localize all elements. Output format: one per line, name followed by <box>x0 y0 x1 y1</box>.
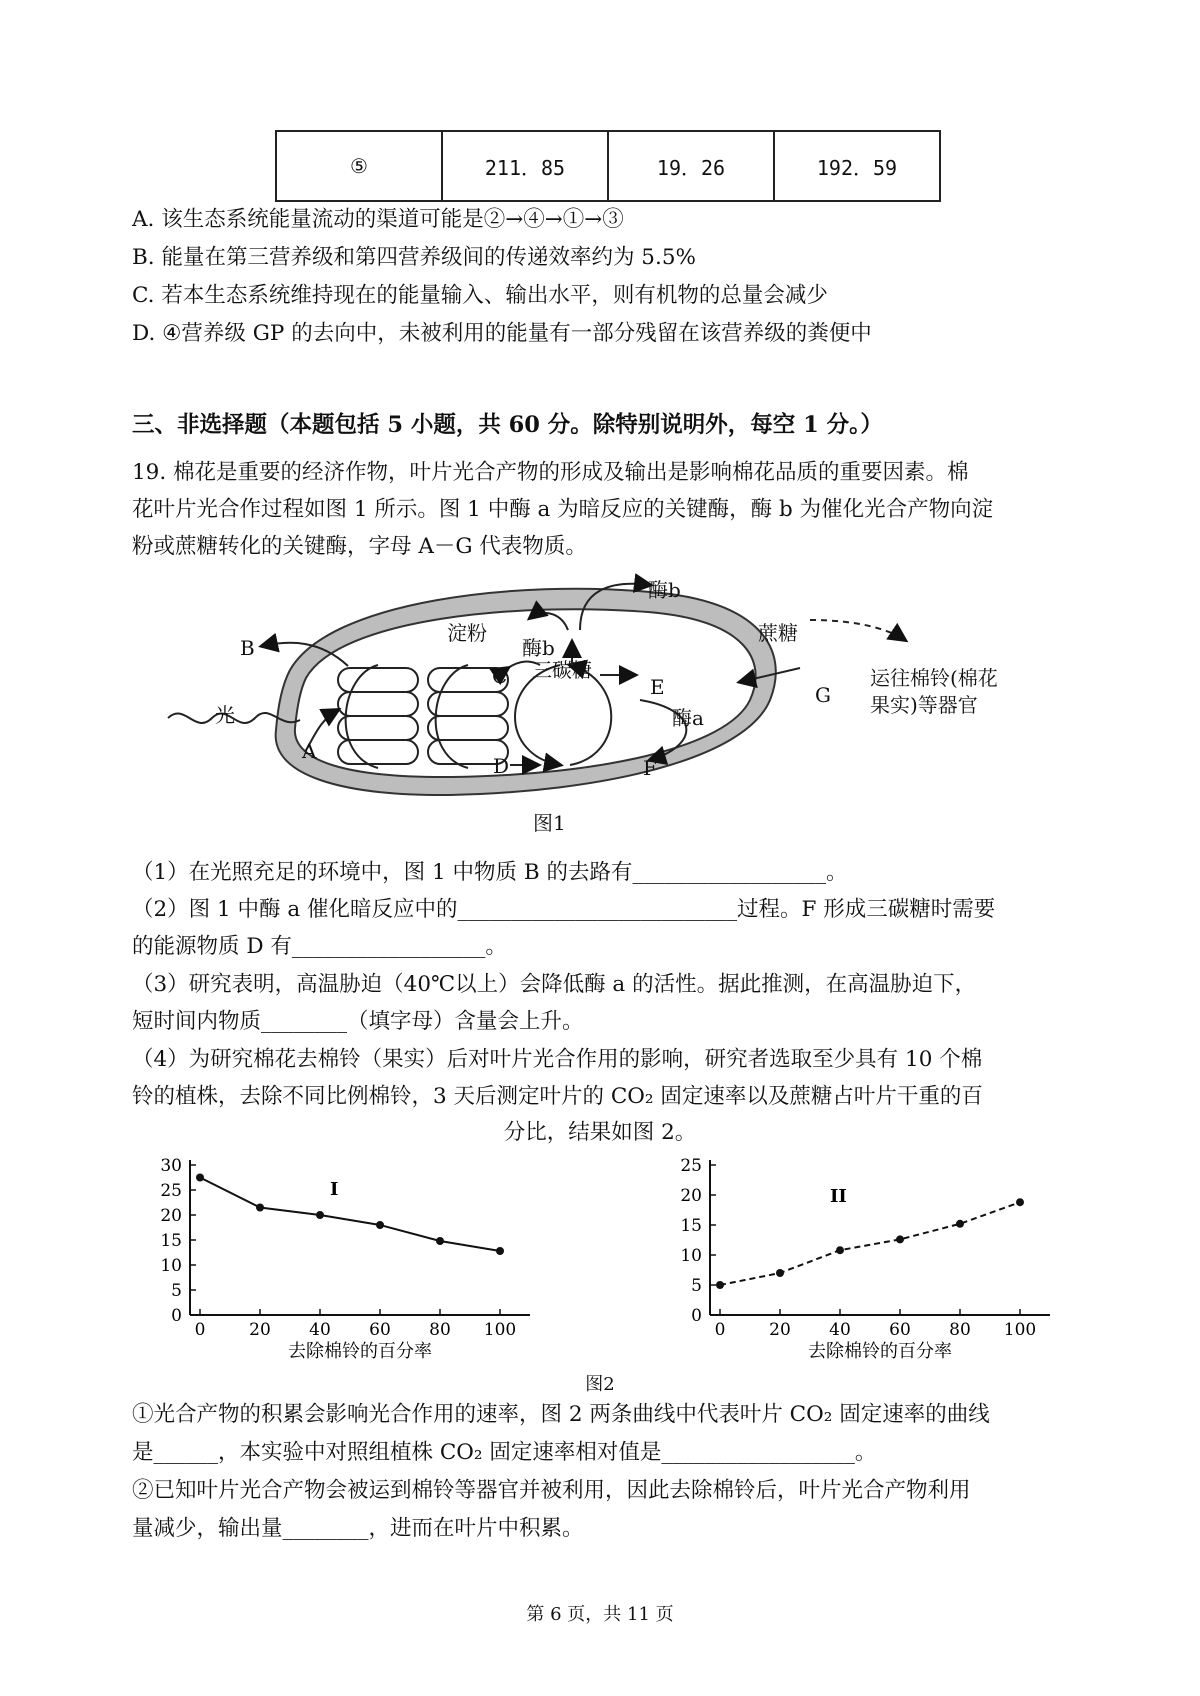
data-point <box>956 1220 964 1228</box>
option-c: C. 若本生态系统维持现在的能量输入、输出水平，则有机物的总量会减少 <box>132 283 828 308</box>
option-d: D. ④营养级 GP 的去向中，未被利用的能量有一部分残留在该营养级的粪便中 <box>132 321 872 346</box>
question-4-end: 分比，结果如图 2。 <box>503 1120 697 1145</box>
y-tick-label: 0 <box>171 1306 182 1326</box>
x-tick-label: 0 <box>194 1320 206 1340</box>
fig1-label-sucrose: 蔗糖 <box>758 621 798 645</box>
y-tick-label: 30 <box>160 1156 182 1176</box>
fig1-label-light: 光 <box>215 703 235 727</box>
option-b: B. 能量在第三营养级和第四营养级间的传递效率约为 5.5% <box>132 245 696 270</box>
x-tick-label: 80 <box>949 1320 971 1340</box>
question-2-cont: 的能源物质 D 有__________________。 <box>132 934 507 959</box>
x-tick-label: 0 <box>714 1320 726 1340</box>
data-point <box>496 1247 504 1255</box>
fig1-label-B: B <box>240 636 255 660</box>
fig1-caption: 图1 <box>533 811 566 835</box>
question-2: （2）图 1 中酶 a 催化暗反应中的__________________________过程。F 形成三碳糖时需要 <box>132 897 996 922</box>
question-4: （4）为研究棉花去棉铃（果实）后对叶片光合作用的影响，研究者选取至少具有 10 个棉 <box>132 1047 983 1072</box>
fig1-label-G: G <box>815 683 831 707</box>
curve-label: II <box>830 1186 847 1207</box>
y-tick-label: 10 <box>160 1256 182 1276</box>
question-1: （1）在光照充足的环境中，图 1 中物质 B 的去路有__________________。 <box>132 860 848 885</box>
chart-curve-II <box>660 1150 1080 1370</box>
fig2-caption: 图2 <box>585 1374 615 1395</box>
x-axis-label: 去除棉铃的百分率 <box>808 1341 952 1362</box>
series-line <box>720 1202 1020 1285</box>
question-3-cont: 短时间内物质________（填字母）含量会上升。 <box>132 1009 584 1034</box>
fig1-label-enzyme-a: 酶a <box>672 706 704 730</box>
y-tick-label: 5 <box>171 1281 182 1301</box>
data-point <box>716 1281 724 1289</box>
x-tick-label: 60 <box>369 1320 391 1340</box>
table-cell-label: ⑤ <box>276 131 442 201</box>
x-tick-label: 100 <box>483 1320 517 1340</box>
table-row <box>276 131 940 201</box>
y-tick-label: 20 <box>160 1206 182 1226</box>
y-tick-label: 15 <box>680 1216 702 1236</box>
sub-question-1-cont: 是______，本实验中对照组植株 CO₂ 固定速率相对值是__________________。 <box>132 1440 877 1465</box>
data-point <box>776 1269 784 1277</box>
figure-1-chloroplast-diagram <box>0 570 1200 850</box>
y-tick-label: 25 <box>160 1181 182 1201</box>
x-tick-label: 100 <box>1003 1320 1037 1340</box>
data-point <box>436 1237 444 1245</box>
y-tick-label: 15 <box>160 1231 182 1251</box>
fig1-label-C: C <box>492 664 508 688</box>
table-cell-2: 19．26 <box>608 131 774 201</box>
fig1-label-enzyme-b-inner: 酶b <box>522 636 555 660</box>
q19-intro-line: 19. 棉花是重要的经济作物，叶片光合产物的形成及输出是影响棉花品质的重要因素。棉 <box>132 460 969 485</box>
question-3: （3）研究表明，高温胁迫（40℃以上）会降低酶 a 的活性。据此推测，在高温胁迫下， <box>132 972 977 997</box>
data-point <box>836 1246 844 1254</box>
data-point <box>316 1211 324 1219</box>
data-point <box>1016 1198 1024 1206</box>
q19-intro-line: 花叶片光合作过程如图 1 所示。图 1 中酶 a 为暗反应的关键酶，酶 b 为催化光合产物向淀 <box>132 497 994 522</box>
page-footer: 第 6 页，共 11 页 <box>526 1604 674 1625</box>
fig1-label-D: D <box>493 754 510 778</box>
fig1-label-starch: 淀粉 <box>447 621 487 645</box>
y-tick-label: 5 <box>691 1276 702 1296</box>
fig1-label-transport-2: 果实)等器官 <box>870 693 978 717</box>
fig1-label-transport-1: 运往棉铃(棉花 <box>870 666 998 690</box>
fig1-label-triose: 三碳糖 <box>532 658 592 682</box>
q19-intro-line: 粉或蔗糖转化的关键酶，字母 A－G 代表物质。 <box>132 534 587 559</box>
series-line <box>200 1178 500 1252</box>
section-heading: 三、非选择题（本题包括 5 小题，共 60 分。除特别说明外，每空 1 分。） <box>132 412 883 438</box>
option-a: A. 该生态系统能量流动的渠道可能是②→④→①→③ <box>132 207 624 232</box>
fig1-label-A: A <box>302 739 317 763</box>
x-tick-label: 40 <box>829 1320 851 1340</box>
table-cell-3: 192．59 <box>774 131 940 201</box>
data-point <box>896 1235 904 1243</box>
table-cell-1: 211．85 <box>442 131 608 201</box>
y-tick-label: 25 <box>680 1156 702 1176</box>
x-axis-label: 去除棉铃的百分率 <box>288 1341 432 1362</box>
sub-question-1: ①光合产物的积累会影响光合作用的速率，图 2 两条曲线中代表叶片 CO₂ 固定速率的曲线 <box>132 1402 990 1427</box>
fig1-label-F: F <box>643 756 657 780</box>
x-tick-label: 20 <box>249 1320 271 1340</box>
data-point <box>196 1174 204 1182</box>
energy-table <box>275 130 941 202</box>
y-tick-label: 20 <box>680 1186 702 1206</box>
chart-curve-I <box>140 1150 560 1370</box>
y-tick-label: 10 <box>680 1246 702 1266</box>
x-tick-label: 60 <box>889 1320 911 1340</box>
x-tick-label: 80 <box>429 1320 451 1340</box>
fig1-label-enzyme-b-top: 酶b <box>648 578 681 602</box>
data-point <box>256 1204 264 1212</box>
fig1-label-E: E <box>650 675 665 699</box>
y-tick-label: 0 <box>691 1306 702 1326</box>
x-tick-label: 40 <box>309 1320 331 1340</box>
sub-question-2: ②已知叶片光合产物会被运到棉铃等器官并被利用，因此去除棉铃后，叶片光合产物利用 <box>132 1478 971 1503</box>
data-point <box>376 1221 384 1229</box>
question-4-cont: 铃的植株，去除不同比例棉铃，3 天后测定叶片的 CO₂ 固定速率以及蔗糖占叶片干重的百 <box>132 1084 983 1109</box>
x-tick-label: 20 <box>769 1320 791 1340</box>
sub-question-2-cont: 量减少，输出量________，进而在叶片中积累。 <box>132 1516 584 1541</box>
curve-label: I <box>330 1179 339 1200</box>
